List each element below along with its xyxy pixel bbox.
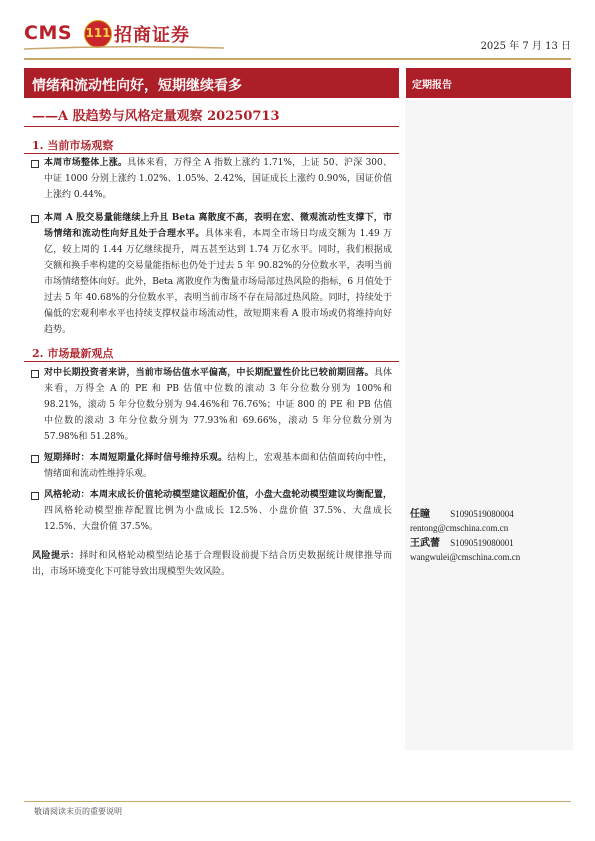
section-heading-1: 1. 当前市场观察 xyxy=(32,139,114,152)
paragraph-body: 具体来看，万得全 A 指数上涨约 1.71%，上证 50、沪深 300、中证 1000 分别上涨约 1.02%、1.05%、2.42%，国证成长上涨约 0.90%，国证价值上涨约 0.44%。 xyxy=(44,158,392,200)
paragraph xyxy=(44,155,392,203)
report-title: 情绪和流动性向好，短期继续看多 xyxy=(32,78,242,94)
paragraph-body: 四风格轮动模型推荐配置比例为小盘成长 12.5%、小盘价值 37.5%、大盘成长 12.5%、大盘价值 37.5%。 xyxy=(44,506,392,532)
risk-label: 风险提示： xyxy=(32,551,80,561)
logo-text-cn: 招商证券 xyxy=(114,25,190,46)
subtitle-divider xyxy=(24,126,399,127)
paragraph-lead: 短期择时：本周短期量化择时信号维持乐观。 xyxy=(44,453,228,463)
section-heading-2: 2. 市场最新观点 xyxy=(32,347,114,360)
paragraph-lead: 风格轮动：本周末成长价值轮动模型建议超配价值，小盘大盘轮动模型建议均衡配置， xyxy=(44,490,392,500)
footer-divider xyxy=(24,801,571,802)
bullet-icon xyxy=(31,492,39,500)
bullet-icon xyxy=(31,370,39,378)
title-banner xyxy=(24,68,399,98)
paragraph-body: 具体来看，万得全 A 的 PE 和 PB 估值中位数的滚动 3 年分位数分别为 100%和 98.21%，滚动 5 年分位数分别为 94.46%和 76.76%；中证 800 的 PE 和 PB 估值中位数的滚动 3 年分位数分别为 77.93%和 69.66%，滚动 5 年分位数分别为 57.98%和 51.28%。 xyxy=(44,368,392,442)
paragraph-body: 具体来看，本周全市场日均成交额为 1.49 万亿，较上周的 1.44 万亿继续提升，周五甚至达到 1.74 万亿水平。同时，我们根据成交额和换手率构建的交易量能指标也仍处于过去 5 年 90.82%的分位数水平，表明当前市场情绪整体向好。此外，Beta 离散度作为衡量市场局部过热风险的指标，6 月值处于过去 5 年 40.68%的分位数水平，表明当前市场不存在局部过热风险。同时，持续处于偏低的宏观利率水平也持续支撑权益市场流动性，故短期来看 A 股市场或仍将维持向好趋势。 xyxy=(44,229,392,335)
analyst-email[interactable]: wangwulei@cmschina.com.cn xyxy=(410,552,521,562)
paragraph xyxy=(44,210,392,338)
header-divider xyxy=(24,58,571,60)
footer-note: 敬请阅读末页的重要说明 xyxy=(34,807,122,816)
section-divider-1 xyxy=(24,153,399,154)
report-type-banner xyxy=(406,68,571,98)
analyst-card xyxy=(410,505,514,533)
report-type: 定期报告 xyxy=(412,80,452,91)
paragraph-body: 结构上，宏观基本面和估值面转向中性，情绪面和流动性维持乐观。 xyxy=(44,453,392,479)
paragraph-lead: 本周市场整体上涨。 xyxy=(44,158,128,168)
logo-seal-icon: 111 xyxy=(84,20,112,48)
analyst-name: 王武蕾 xyxy=(410,538,440,549)
logo-text-en: CMS xyxy=(24,22,73,44)
bullet-icon xyxy=(31,215,39,223)
report-date: 2025 年 7 月 13 日 xyxy=(480,41,571,52)
analyst-license: S1090519080001 xyxy=(450,538,514,548)
logo-swoosh-icon xyxy=(24,46,224,50)
risk-text: 择时和风格轮动模型结论基于合理假设前提下结合历史数据统计规律推导而出，市场环境变化下可能导致出现模型失效风险。 xyxy=(32,551,392,577)
section-divider-2 xyxy=(24,361,399,362)
bullet-icon xyxy=(31,160,39,168)
analyst-email[interactable]: rentong@cmschina.com.cn xyxy=(410,523,509,533)
analyst-name: 任瞳 xyxy=(410,509,430,520)
risk-warning xyxy=(32,548,392,580)
paragraph xyxy=(44,487,392,535)
analyst-card xyxy=(410,534,520,562)
paragraph-lead: 本周 A 股交易量能继续上升且 Beta 离散度不高，表明在宏、微观流动性支撑下，市场情绪和流动性向好且处于合理水平。 xyxy=(44,213,392,239)
report-subtitle: ——A 股趋势与风格定量观察 20250713 xyxy=(32,109,280,124)
analyst-license: S1090519080004 xyxy=(450,509,514,519)
sidebar-panel xyxy=(405,100,573,750)
paragraph-lead: 对中长期投资者来讲，当前市场估值水平偏高，中长期配置性价比已较前期回落。 xyxy=(44,368,374,378)
paragraph xyxy=(44,365,392,445)
cms-logo xyxy=(24,18,214,50)
paragraph xyxy=(44,450,392,482)
bullet-icon xyxy=(31,455,39,463)
